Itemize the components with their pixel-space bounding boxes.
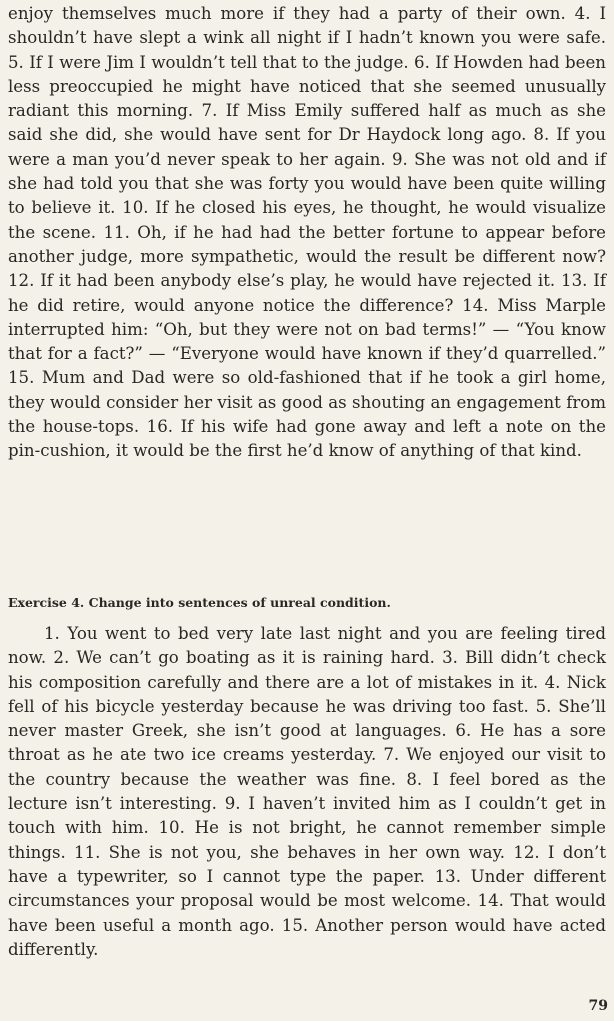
page-number: 79 — [588, 998, 608, 1014]
exercise-4-sentences-paragraph: 1. You went to bed very late last night and you are feeling tired now. 2. We can’t go boating as it is raining hard. 3. Bill didn’t check his composition carefully and there are a lot of mistakes in it. 4. Nick fell of his bicycle yesterday because he was driving too fast. 5. She’ll never master Greek, she isn’t good at languages. 6. He has a sore throat as he ate two ice creams yesterday. 7. We enjoyed our visit to the country because the weather was fine. 8. I feel bored as the lecture isn’t interesting. 9. I haven’t invited him as I couldn’t get in touch with him. 10. He is not bright, he cannot remember simple things. 11. She is not you, she behaves in her own way. 12. I don’t have a typewriter, so I cannot type the paper. 13. Under different circumstances your proposal would be most welcome. 14. That would have been useful a month ago. 15. Another person would have acted differently. — [8, 624, 606, 959]
exercise-3-continuation-paragraph: enjoy themselves much more if they had a party of their own. 4. I shouldn’t have slept a wink all night if I hadn’t known you were safe. 5. If I were Jim I wouldn’t tell that to the judge. 6. If Howden had been less preoccupied he might have noticed that she seemed unusually radiant this morning. 7. If Miss Emily suffered half as much as she said she did, she would have sent for Dr Haydock long ago. 8. If you were a man you’d never speak to her again. 9. She was not old and if she had told you that she was forty you would have been quite willing to believe it. 10. If he closed his eyes, he thought, he would visualize the scene. 11. Oh, if he had had the better fortune to appear before another judge, more sympathetic, would the result be different now? 12. If it had been anybody else’s play, he would have rejected it. 13. If he did retire, would anyone notice the difference? 14. Miss Marple interrupted him: “Oh, but they were not on bad terms!” — “You know that for a fact?” — “Everyone would have known if they’d quarrelled.” 15. Mum and Dad were so old-fashioned that if he took a girl home, they would consider her visit as good as shouting an engagement from the house-tops. 16. If his wife had gone away and left a note on the pin-cushion, it would be the first he’d know of anything of that kind. — [8, 4, 606, 461]
exercise-4-heading: Exercise 4. Change into sentences of unreal condition. — [8, 595, 391, 610]
